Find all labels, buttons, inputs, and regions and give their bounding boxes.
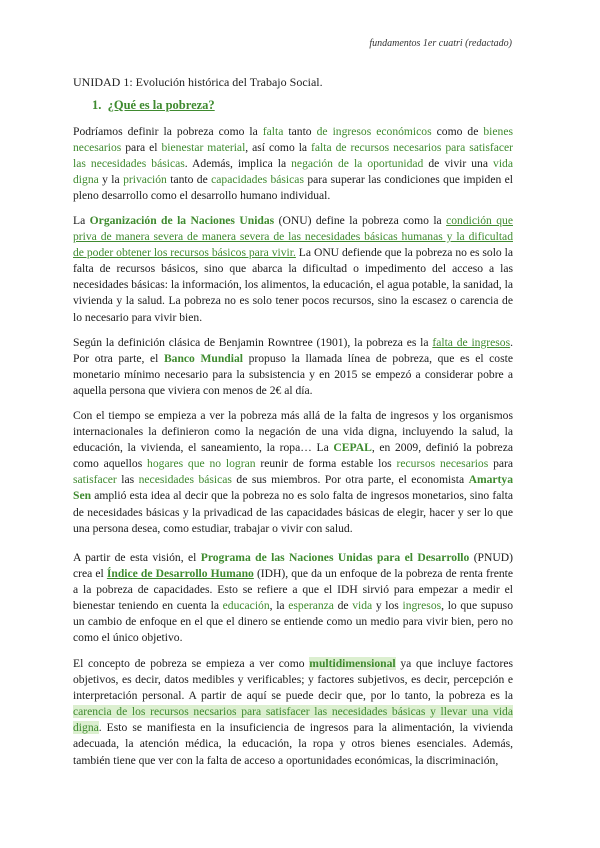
text-run: El concepto de pobreza se empieza a ver como: [73, 657, 310, 670]
highlighted-term: condición que priva de manera severa de manera severa de las necesidades básicas humanas y la dificultad de poder obtener los recursos básicos para vivir.: [73, 214, 513, 260]
highlighted-term: Banco Mundial: [163, 352, 243, 366]
text-run: , así como la: [245, 141, 312, 155]
section-title: ¿Qué es la pobreza?: [107, 98, 215, 112]
text-run: A partir de esta visión, el: [73, 551, 201, 564]
highlighted-term: CEPAL: [333, 441, 372, 455]
paragraph-multidimensional: [73, 656, 513, 769]
highlighted-term: Índice de Desarrollo Humano: [106, 567, 254, 581]
highlighted-term: multidimensional: [309, 657, 396, 670]
highlighted-term: Amartya Sen: [73, 473, 514, 503]
text-run: Podríamos definir la pobreza como la: [73, 125, 263, 138]
text-run: La ONU defiende que la pobreza no es solo la falta de recursos básicos, sino que abarca la dificultad o impedimento del acceso a las necesidades básicas: la información, los alimentos, la educación, el agua potable, la sanidad, la vivienda y la salud. La pobreza no es solo tener pocos recursos, sino la escasez o carencia de lo necesario para vivir bien.: [73, 246, 514, 324]
highlighted-term: Programa de las Naciones Unidas para el Desarrollo: [200, 551, 470, 564]
text-run: reunir de forma estable los: [255, 457, 397, 471]
highlighted-term: ingresos: [402, 599, 442, 613]
text-run: de vivir una: [423, 157, 494, 171]
highlighted-term: privación: [123, 173, 167, 187]
highlighted-term: bienes necesarios: [73, 125, 513, 155]
highlighted-term: recursos necesarios: [396, 457, 489, 471]
text-run: . Por otra parte, el: [73, 336, 514, 366]
text-run: (PNUD) crea el: [73, 551, 513, 581]
text-run: amplió esta idea al decir que la pobreza no es solo falta de ingresos monetarios, sino falta de necesidades básicas y la privadicad de las capacidades básicas de elegir, hacer y ser lo que una persona desea, como estudiar, trabajar o vivir con salud.: [73, 489, 513, 535]
highlighted-term: de ingresos económicos: [316, 125, 432, 138]
text-run: (IDH), que da un enfoque de la pobreza de renta frente a la pobreza de capacidades. Esto se refiere a que el IDH sirvió para empezar a medir el bienestar teniendo en cuenta la: [73, 567, 514, 613]
text-run: tanto de: [166, 173, 212, 187]
text-run: , en 2009, definió la pobreza como aquellos: [73, 441, 513, 471]
highlighted-term: vida: [352, 599, 373, 613]
unit-title: UNIDAD 1: Evolución histórica del Trabajo Social.: [73, 75, 323, 89]
text-run: de sus miembros. Por otra parte, el economista: [231, 473, 469, 487]
text-run: las: [116, 473, 139, 487]
text-run: para superar las condiciones que impiden el pleno desarrollo como el desarrollo humano individual.: [73, 173, 514, 203]
paragraph-pnud-idh: [73, 550, 513, 647]
text-run: y la: [98, 173, 124, 187]
text-run: Según la definición clásica de Benjamin Rowntree (1901), la pobreza es la: [73, 336, 433, 349]
highlighted-term: falta de recursos necesarios para satisfacer las necesidades básicas: [73, 141, 514, 171]
highlighted-term: falta de ingresos: [432, 336, 511, 349]
section-heading: [92, 98, 215, 113]
text-run: tanto: [283, 125, 317, 138]
section-number: 1.: [92, 98, 102, 112]
text-run: , la: [269, 599, 289, 613]
paragraph-onu: [73, 213, 513, 326]
text-run: como de: [431, 125, 484, 138]
highlighted-term: bienestar material: [161, 141, 246, 155]
text-run: para: [488, 457, 514, 471]
text-run: La: [73, 214, 90, 227]
text-run: ya que incluye factores objetivos, es decir, datos medibles y verificables; y factores subjetivos, es decir, percepción e interpretación personal. A partir de aquí se puede decir que, por lo tanto, la pobreza es la: [73, 657, 513, 703]
text-run: de: [333, 599, 353, 613]
highlighted-term: negación de la oportunidad: [291, 157, 424, 171]
text-run: (ONU) define la pobreza como la: [274, 214, 447, 227]
highlighted-term: capacidades básicas: [211, 173, 304, 187]
paragraph-cepal-sen: [73, 408, 513, 537]
text-run: . Esto se manifiesta en la insuficiencia de ingresos para la alimentación, la vivienda adecuada, la atención médica, la educación, la ropa y otros bienes esenciales. Además, también tiene que ver con la falta de acceso a oportunidades económicas, la discriminación,: [73, 721, 513, 767]
highlighted-term: hogares que no logran: [147, 457, 256, 471]
text-run: Con el tiempo se empieza a ver la pobreza más allá de la falta de ingresos y los organismos internacionales la definieron como la negación de una vida digna, incluyendo la salud, la educación, la vivienda, el saneamiento, la ropa… La: [73, 409, 513, 455]
paragraph-rowntree: [73, 335, 513, 399]
paragraph-definition: [73, 124, 513, 204]
text-run: propuso la llamada línea de pobreza, que es el coste monetario mínimo necesario para la subsistencia y en 2015 se empezó a considerar pobre a aquella persona que viviera con menos de 2€ al día.: [73, 352, 513, 398]
text-run: y los: [372, 599, 403, 613]
highlighted-term: necesidades básicas: [138, 473, 232, 487]
highlighted-term: esperanza: [288, 599, 334, 613]
text-run: para el: [121, 141, 162, 155]
highlighted-term: falta: [262, 125, 284, 138]
highlighted-term: satisfacer: [73, 473, 117, 487]
running-header: fundamentos 1er cuatri (redactado): [369, 38, 512, 49]
highlighted-term: carencia de los recursos necsarios para satisfacer las necesidades básicas y llevar una vida digna: [73, 705, 513, 735]
text-run: . Además, implica la: [184, 157, 292, 171]
highlighted-term: Organización de la Naciones Unidas: [89, 214, 275, 227]
text-run: , lo que supuso un cambio de enfoque en el que el dinero se entiende como un medio para vivir bien, pero no como el único objetivo.: [73, 599, 513, 645]
highlighted-term: vida digna: [73, 157, 513, 187]
highlighted-term: educación: [222, 599, 270, 613]
